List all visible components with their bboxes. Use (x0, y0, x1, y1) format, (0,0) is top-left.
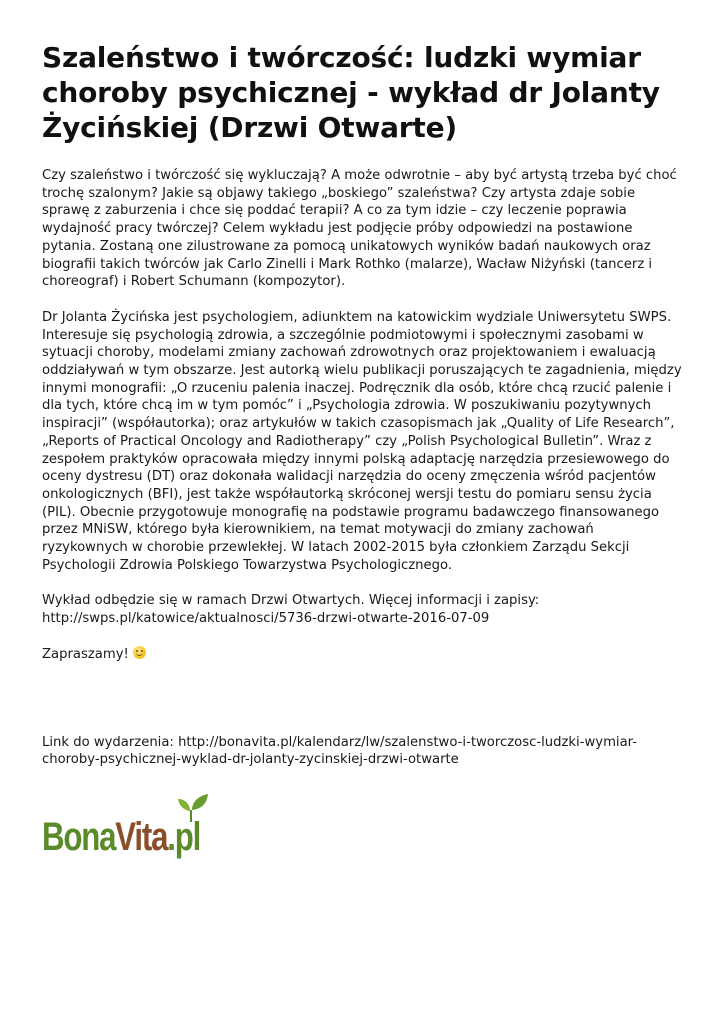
event-link[interactable]: http://bonavita.pl/kalendarz/lw/szalenstwo-i-tworczosc-ludzki-wymiar-choroby-psychicznej-wyklad-dr-jolanty-zycinskiej-drzwi-otwarte (42, 734, 637, 768)
bonavita-logo-graphic (42, 792, 218, 862)
article-body (42, 167, 682, 769)
bonavita-logo[interactable] (42, 792, 218, 862)
event-link-paragraph (42, 734, 682, 769)
logo-bona: Bona (42, 814, 116, 859)
svg-text:BonaVita.pl (42, 814, 200, 859)
info-text: Wykład odbędzie się w ramach Drzwi Otwartych. Więcej informacji i zapisy: (42, 593, 540, 609)
event-link-label: Link do wydarzenia: (42, 734, 174, 750)
intro-paragraph: Czy szaleństwo i twórczość się wykluczają? A może odwrotnie – aby być artystą trzeba być choć trochę szalonym? Jakie są objawy takiego „boskiego” szaleństwa? Czy artysta zdaje sobie sprawę z zaburzenia i chce się poddać terapii? A co za tym idzie – czy leczenie poprawia wydajność pracy twórczej? Celem wykładu jest podjęcie próby odpowiedzi na postawione pytania. Zostaną one zilustrowane za pomocą unikatowych wyników badań naukowych oraz biografii takich twórców jak Carlo Zinelli i Mark Rothko (malarze), Wacław Niżyński (tancerz i choreograf) i Robert Schumann (kompozytor). (42, 168, 677, 290)
leaf-icon-left (178, 799, 190, 811)
document-page (42, 40, 682, 787)
swps-link[interactable]: http://swps.pl/katowice/aktualnosci/5736-drzwi-otwarte-2016-07-09 (42, 611, 490, 627)
page-title: Szaleństwo i twórczość: ludzki wymiar choroby psychicznej - wykład dr Jolanty Życińskiej (Drzwi Otwarte) (42, 41, 660, 144)
info-paragraph (42, 592, 682, 627)
bio-paragraph: Dr Jolanta Życińska jest psychologiem, adiunktem na katowickim wydziale Uniwersytetu SWPS. Interesuje się psychologią zdrowia, a szczególnie podmiotowymi i społecznymi zasobami w sytuacji choroby, modelami zmiany zachowań zdrowotnych oraz projektowaniem i ewaluacją oddziaływań w tym obszarze. Jest autorką wielu publikacji poruszających te zagadnienia, między innymi monografii: „O rzuceniu palenia inaczej. Podręcznik dla osób, które chcą rzucić palenie i dla tych, które chcą im w tym pomóc” i „Psychologia zdrowia. W poszukiwaniu pozytywnych inspiracji” (współautorka); oraz artykułów w takich czasopismach jak „Quality of Life Research”, „Reports of Practical Oncology and Radiotherapy” czy „Polish Psychological Bulletin”. Wraz z zespołem praktyków opracowała między innymi polską adaptację narzędzia przesiewowego do oceny dystresu (DT) oraz dokonała walidacji narzędzia do oceny zmęczenia wśród pacjentów onkologicznych (BFI), jest także współautorką skróconej wersji testu do pomiaru sensu życia (PIL). Obecnie przygotowuje monografię na podstawie programu badawczego finansowanego przez MNiSW, którego była kierownikiem, na temat motywacji do zmiany zachowań ryzykownych w chorobie przewlekłej. W latach 2002-2015 była członkiem Zarządu Sekcji Psychologii Zdrowia Polskiego Towarzystwa Psychologicznego. (42, 309, 682, 573)
invite-paragraph (42, 646, 682, 664)
invite-text: Zapraszamy! (42, 646, 129, 662)
logo-vita: Vita (115, 814, 168, 859)
smiley-icon (133, 646, 146, 659)
leaf-icon-right (192, 794, 208, 810)
logo-pl: .pl (167, 814, 201, 859)
